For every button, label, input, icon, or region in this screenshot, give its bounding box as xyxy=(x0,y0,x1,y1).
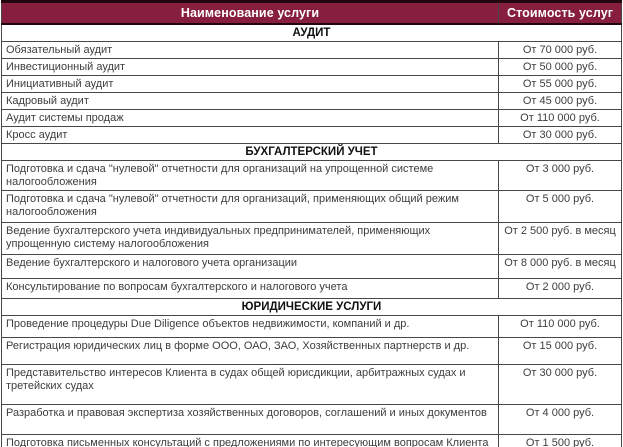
service-row xyxy=(2,59,622,76)
service-price-cell: От 3 000 руб. xyxy=(499,161,622,191)
service-price-cell: От 2 000 руб. xyxy=(499,279,622,299)
column-header-service-cost: Стоимость услуг xyxy=(499,2,622,25)
service-name-cell: Регистрация юридических лиц в форме ООО, ОАО, ЗАО, Хозяйственных партнерств и др. xyxy=(2,338,499,365)
service-name-cell: Кадровый аудит xyxy=(2,93,499,110)
service-name-cell: Подготовка и сдача "нулевой" отчетности для организаций на упрощенной системе налогообложения xyxy=(2,161,499,191)
service-name-cell: Консультирование по вопросам бухгалтерского и налогового учета xyxy=(2,279,499,299)
service-price-cell: От 4 000 руб. xyxy=(499,405,622,435)
service-price-cell: От 30 000 руб. xyxy=(499,365,622,405)
table-header-row xyxy=(2,2,622,25)
service-name-cell: Ведение бухгалтерского учета индивидуальных предпринимателей, применяющих упрощенную систему налогообложения xyxy=(2,223,499,255)
service-name-cell: Представительство интересов Клиента в судах общей юрисдикции, арбитражных судах и третейских судах xyxy=(2,365,499,405)
service-name-cell: Проведение процедуры Due Diligence объектов недвижимости, компаний и др. xyxy=(2,316,499,338)
service-price-cell: От 70 000 руб. xyxy=(499,42,622,59)
service-price-cell: От 15 000 руб. xyxy=(499,338,622,365)
section-header-row xyxy=(2,144,622,161)
service-name-cell: Подготовка письменных консультаций с предложениями по интересующим вопросам Клиента xyxy=(2,435,499,447)
service-row xyxy=(2,161,622,191)
service-row xyxy=(2,365,622,405)
service-row xyxy=(2,93,622,110)
service-row xyxy=(2,279,622,299)
service-price-cell: От 2 500 руб. в месяц xyxy=(499,223,622,255)
section-title: ЮРИДИЧЕСКИЕ УСЛУГИ xyxy=(2,299,622,316)
service-row xyxy=(2,338,622,365)
service-name-cell: Инвестиционный аудит xyxy=(2,59,499,76)
service-row xyxy=(2,191,622,223)
service-row xyxy=(2,435,622,447)
service-price-cell: От 110 000 руб. xyxy=(499,110,622,127)
service-name-cell: Разработка и правовая экспертиза хозяйственных договоров, соглашений и иных документов xyxy=(2,405,499,435)
section-header-row xyxy=(2,299,622,316)
service-price-cell: От 110 000 руб. xyxy=(499,316,622,338)
service-name-cell: Кросс аудит xyxy=(2,127,499,144)
service-row xyxy=(2,255,622,279)
service-row xyxy=(2,110,622,127)
service-row xyxy=(2,76,622,93)
service-name-cell: Инициативный аудит xyxy=(2,76,499,93)
service-row xyxy=(2,223,622,255)
section-header-row xyxy=(2,24,622,42)
service-price-cell: От 55 000 руб. xyxy=(499,76,622,93)
service-name-cell: Ведение бухгалтерского и налогового учета организации xyxy=(2,255,499,279)
service-price-cell: От 1 500 руб. xyxy=(499,435,622,447)
service-row xyxy=(2,127,622,144)
service-price-cell: От 5 000 руб. xyxy=(499,191,622,223)
service-price-cell: От 45 000 руб. xyxy=(499,93,622,110)
service-price-cell: От 8 000 руб. в месяц xyxy=(499,255,622,279)
section-title: АУДИТ xyxy=(2,24,622,42)
section-title: БУХГАЛТЕРСКИЙ УЧЕТ xyxy=(2,144,622,161)
service-row xyxy=(2,405,622,435)
service-name-cell: Подготовка и сдача "нулевой" отчетности для организаций, применяющих общий режим налогообложения xyxy=(2,191,499,223)
service-name-cell: Обязательный аудит xyxy=(2,42,499,59)
service-row xyxy=(2,42,622,59)
column-header-service-name: Наименование услуги xyxy=(2,2,499,25)
service-price-cell: От 30 000 руб. xyxy=(499,127,622,144)
service-name-cell: Аудит системы продаж xyxy=(2,110,499,127)
service-price-cell: От 50 000 руб. xyxy=(499,59,622,76)
service-row xyxy=(2,316,622,338)
services-price-table xyxy=(1,0,622,447)
